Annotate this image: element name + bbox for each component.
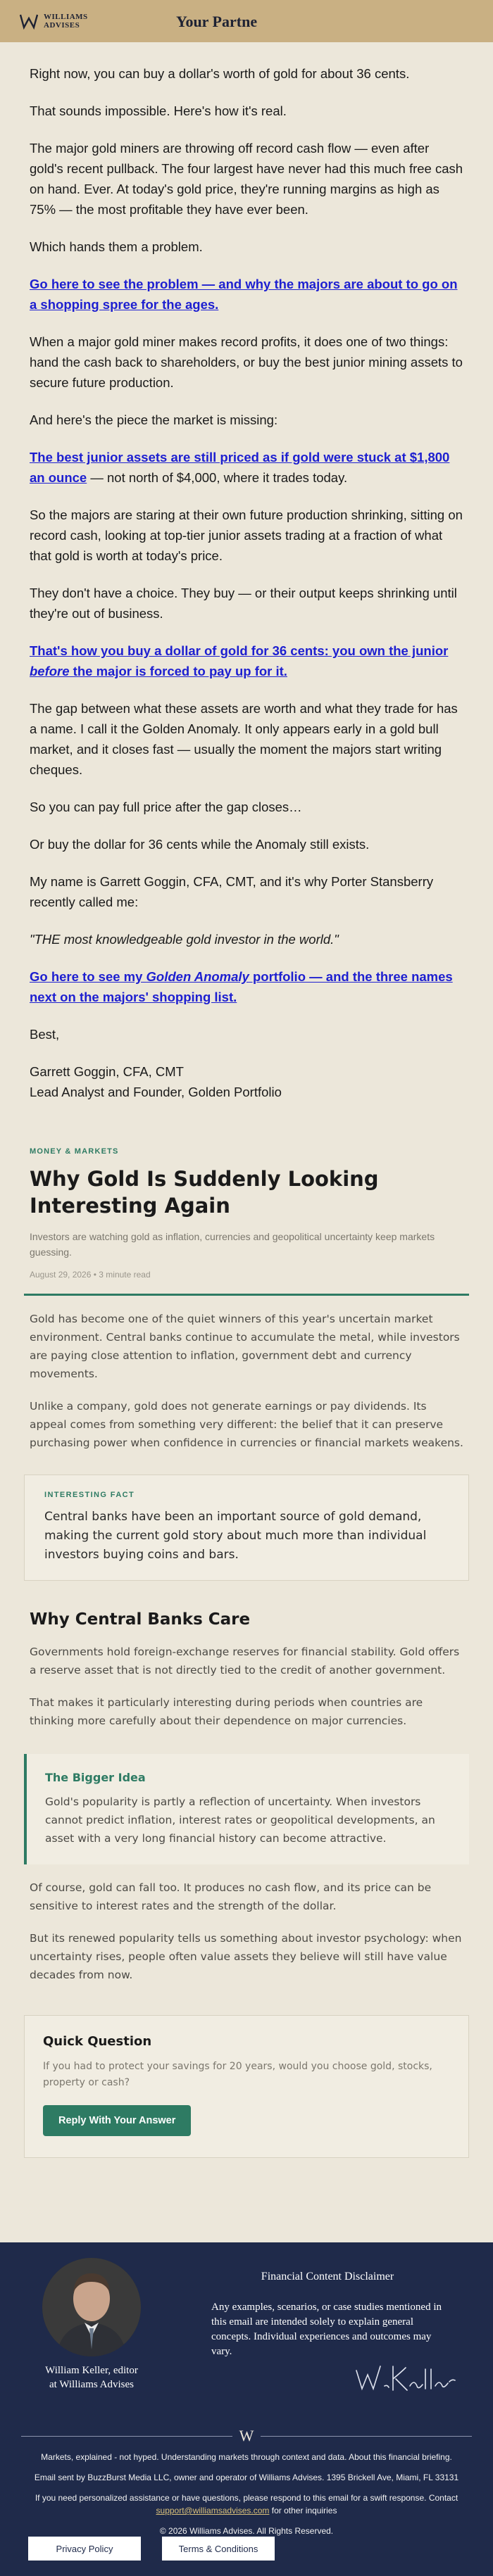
reply-button[interactable]: Reply With Your Answer <box>43 2105 191 2136</box>
divider-line <box>261 2436 472 2437</box>
link-text: Go here to see my <box>30 969 146 984</box>
article-paragraph: Gold has become one of the quiet winners of this year's uncertain market environment. Central banks continue to accumulate the metal, while investors are paying close attention to inflation, government debt and currency movements. <box>30 1313 460 1380</box>
link-text: portfolio — and the three names next on the majors' shopping list. <box>30 969 453 1004</box>
article-paragraph: Unlike a company, gold does not generate earnings or pay dividends. Its appeal comes from something very different: the belief that it can preserve purchasing power when confidence in currencies or financial markets weakens. <box>30 1400 463 1449</box>
letter-paragraph: Or buy the dollar for 36 cents while the Anomaly still exists. <box>30 837 370 852</box>
promo-letter <box>0 42 493 1102</box>
link-text-italic: before <box>30 664 70 678</box>
interesting-fact-box <box>24 1475 469 1581</box>
bigger-idea-callout <box>24 1754 469 1864</box>
buy-dollar-link[interactable] <box>30 643 448 678</box>
header-tagline: Your Partne <box>176 13 258 30</box>
letter-paragraph: They don't have a choice. They buy — or their output keeps shrinking until they're out of business. <box>30 586 457 621</box>
letter-paragraph: And here's the piece the market is missing: <box>30 412 278 427</box>
w-monogram-icon <box>20 13 38 30</box>
letter-signature <box>30 1061 463 1102</box>
disclaimer-block <box>211 2271 444 2359</box>
article-paragraph: Of course, gold can fall too. It produces no cash flow, and its price can be sensitive to interest rates and the strength of the dollar. <box>30 1881 432 1912</box>
callout-text: Gold's popularity is partly a reflection of uncertainty. When investors cannot predict inflation, interest rates or geopolitical developments, an asset with a very long financial history can become attractive. <box>45 1795 435 1845</box>
editor-org: at Williams Advises <box>49 2379 134 2390</box>
footer-text: for other inquiries <box>271 2506 337 2515</box>
article-meta: August 29, 2026 • 3 minute read <box>30 1270 151 1280</box>
article-paragraph: Governments hold foreign-exchange reserves for financial stability. Gold offers a reserve asset that is not directly tied to the credit of another government. <box>30 1646 460 1677</box>
terms-button[interactable]: Terms & Conditions <box>162 2537 275 2561</box>
section-heading: Why Central Banks Care <box>30 1610 251 1629</box>
letter-paragraph: That sounds impossible. Here's how it's real. <box>30 103 287 118</box>
footer-legal <box>21 2451 472 2545</box>
letter-paragraph: So the majors are staring at their own future production shrinking, sitting on record cash, looking at top-tier junior assets trading at a fraction of what that gold is worth at today's price. <box>30 507 463 563</box>
brand-logo[interactable] <box>20 13 88 30</box>
article-paragraph: But its renewed popularity tells us something about investor psychology: when uncertainty rises, people often value assets they believe will still have value decades from now. <box>30 1932 462 1981</box>
letter-paragraph <box>30 966 463 1007</box>
letter-paragraph: Right now, you can buy a dollar's worth of gold for about 36 cents. <box>30 66 410 81</box>
letter-paragraph <box>30 447 463 488</box>
letter-closing: Best, <box>30 1027 60 1042</box>
letter-paragraph <box>30 274 463 315</box>
editor-caption <box>28 2363 155 2392</box>
footer-line: Email sent by BuzzBurst Media LLC, owner and operator of Williams Advises. 1395 Brickell Ave, Miami, FL 33131 <box>34 2473 459 2482</box>
letter-paragraph: When a major gold miner makes record profits, it does one of two things: hand the cash back to shareholders, or buy the best junior mining assets to secure future production. <box>30 334 463 390</box>
article-paragraph: That makes it particularly interesting during periods when countries are thinking more carefully about their dependence on major currencies. <box>30 1696 423 1727</box>
letter-paragraph <box>30 640 463 681</box>
article-section <box>0 1126 493 2158</box>
article-subtitle: Investors are watching gold as inflation, currencies and geopolitical uncertainty keep markets guessing. <box>30 1231 435 1258</box>
email-footer <box>0 2242 493 2576</box>
brand-name <box>44 13 88 30</box>
editor-name: William Keller, editor <box>45 2365 138 2376</box>
brand-name-line1: WILLIAMS <box>44 13 88 21</box>
disclaimer-title: Financial Content Disclaimer <box>261 2271 394 2283</box>
see-problem-link[interactable]: Go here to see the problem — and why the majors are about to go on a shopping spree for the ages. <box>30 277 458 312</box>
editor-signature <box>352 2358 458 2400</box>
email-header <box>0 0 493 42</box>
support-email-link[interactable]: support@williamsadvises.com <box>156 2506 270 2515</box>
fact-text: Central banks have been an important source of gold demand, making the current gold story about much more than individual investors buying coins and bars. <box>44 1510 427 1562</box>
footer-line <box>21 2492 472 2517</box>
letter-paragraph: Which hands them a problem. <box>30 239 203 254</box>
w-monogram-icon: W <box>239 2427 254 2444</box>
letter-paragraph: The gap between what these assets are worth and what they trade for has a name. I call it the Golden Anomaly. It only appears early in a gold bull market, and it closes fast — usually the moment the majors start writing cheques. <box>30 701 458 777</box>
signature-title: Lead Analyst and Founder, Golden Portfolio <box>30 1085 282 1099</box>
article-body <box>30 1643 463 1730</box>
signature-name: Garrett Goggin, CFA, CMT <box>30 1064 184 1079</box>
link-text-italic: Golden Anomaly <box>146 969 249 984</box>
disclaimer-text: Any examples, scenarios, or case studies mentioned in this email are intended solely to explain general concepts. Individual experiences and outcomes may vary. <box>211 2302 442 2357</box>
copyright: © 2026 Williams Advises. All Rights Reserved. <box>159 2526 334 2536</box>
callout-title: The Bigger Idea <box>45 1771 146 1784</box>
golden-anomaly-link[interactable] <box>30 969 453 1004</box>
question-title: Quick Question <box>43 2034 152 2049</box>
link-text: That's how you buy a dollar of gold for 36 cents: you own the junior <box>30 643 449 658</box>
editor-block <box>28 2258 155 2392</box>
footer-line: Markets, explained - not hyped. Understanding markets through context and data. About this financial briefing. <box>41 2452 452 2462</box>
article-body <box>30 1310 463 1452</box>
junior-assets-link[interactable]: The best junior assets are still priced as if gold were stuck at $1,800 an ounce <box>30 450 450 485</box>
footer-divider <box>21 2427 472 2445</box>
article-divider <box>24 1294 469 1296</box>
article-category: MONEY & MARKETS <box>30 1147 119 1156</box>
article-body <box>30 1879 463 1984</box>
fact-label: INTERESTING FACT <box>44 1491 135 1499</box>
privacy-policy-button[interactable]: Privacy Policy <box>28 2537 141 2561</box>
editor-avatar <box>42 2258 141 2356</box>
footer-text: If you need personalized assistance or have questions, please respond to this email for a swift response. Contact <box>35 2493 458 2503</box>
link-text: the major is forced to pay up for it. <box>69 664 287 678</box>
question-text: If you had to protect your savings for 20 years, would you choose gold, stocks, property or cash? <box>43 2061 432 2088</box>
letter-text: — not north of $4,000, where it trades today. <box>87 470 348 485</box>
letter-paragraph: My name is Garrett Goggin, CFA, CMT, and it's why Porter Stansberry recently called me: <box>30 874 434 909</box>
article-title: Why Gold Is Suddenly Looking Interesting Again <box>30 1167 379 1218</box>
brand-name-line2: ADVISES <box>44 21 80 30</box>
divider-line <box>21 2436 232 2437</box>
quick-question-box <box>24 2015 469 2158</box>
letter-paragraph: The major gold miners are throwing off record cash flow — even after gold's recent pullback. The four largest have never had this much free cash on hand. Ever. At today's gold price, they're running margins as high as 75% — the most profitable they have ever been. <box>30 141 463 217</box>
porter-quote: "THE most knowledgeable gold investor in the world." <box>30 932 339 947</box>
letter-paragraph: So you can pay full price after the gap closes… <box>30 800 302 814</box>
